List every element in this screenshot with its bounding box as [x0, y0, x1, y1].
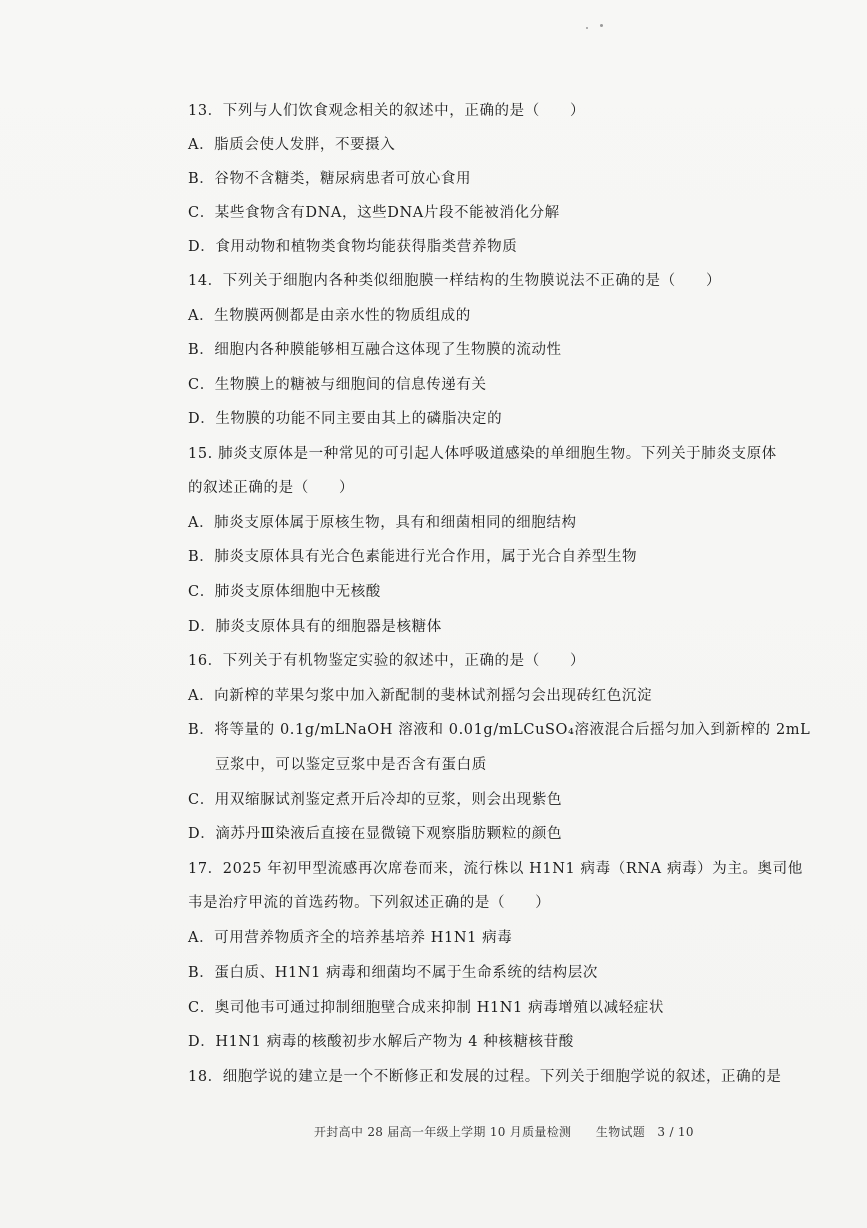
- question-14-option-b: B．细胞内各种膜能够相互融合这体现了生物膜的流动性: [188, 342, 562, 358]
- scan-speck: [600, 24, 603, 27]
- question-14-option-d: D．生物膜的功能不同主要由其上的磷脂决定的: [188, 411, 503, 427]
- question-16-option-b: B．将等量的 0.1g/mLNaOH 溶液和 0.01g/mLCuSO₄溶液混合后摇匀加入到新榨的 2mL: [188, 722, 811, 738]
- question-16-stem: 16．下列关于有机物鉴定实验的叙述中，正确的是（ ）: [188, 653, 586, 669]
- question-16-option-a: A．向新榨的苹果匀浆中加入新配制的斐林试剂摇匀会出现砖红色沉淀: [188, 688, 653, 704]
- question-17-option-d: D．H1N1 病毒的核酸初步水解后产物为 4 种核糖核苷酸: [188, 1034, 574, 1050]
- question-14-option-a: A．生物膜两侧都是由亲水性的物质组成的: [188, 308, 471, 324]
- question-13-option-c: C．某些食物含有DNA，这些DNA片段不能被消化分解: [188, 205, 560, 221]
- question-13-stem: 13．下列与人们饮食观念相关的叙述中，正确的是（ ）: [188, 103, 586, 119]
- question-15-stem: 15. 肺炎支原体是一种常见的可引起人体呼吸道感染的单细胞生物。下列关于肺炎支原体: [188, 446, 777, 462]
- question-16-option-c: C．用双缩脲试剂鉴定煮开后冷却的豆浆，则会出现紫色: [188, 792, 563, 808]
- question-17-stem-cont: 韦是治疗甲流的首选药物。下列叙述正确的是（ ）: [188, 895, 551, 911]
- question-17-stem: 17．2025 年初甲型流感再次席卷而来，流行株以 H1N1 病毒（RNA 病毒）为主。奥司他: [188, 861, 803, 877]
- question-15-stem-cont: 的叙述正确的是（ ）: [188, 480, 355, 496]
- question-16-option-b-cont: 豆浆中，可以鉴定豆浆中是否含有蛋白质: [215, 757, 487, 773]
- question-13-option-d: D．食用动物和植物类食物均能获得脂类营养物质: [188, 239, 518, 255]
- scan-speck: [586, 27, 588, 29]
- question-14-stem: 14．下列关于细胞内各种类似细胞膜一样结构的生物膜说法不正确的是（ ）: [188, 273, 722, 289]
- question-15-option-a: A．肺炎支原体属于原核生物，具有和细菌相同的细胞结构: [188, 515, 577, 531]
- question-17-option-c: C．奥司他韦可通过抑制细胞壁合成来抑制 H1N1 病毒增殖以减轻症状: [188, 1000, 664, 1016]
- question-15-option-b: B．肺炎支原体具有光合色素能进行光合作用，属于光合自养型生物: [188, 549, 638, 565]
- question-15-option-c: C．肺炎支原体细胞中无核酸: [188, 584, 381, 600]
- question-17-option-a: A．可用营养物质齐全的培养基培养 H1N1 病毒: [188, 930, 513, 946]
- question-14-option-c: C．生物膜上的糖被与细胞间的信息传递有关: [188, 377, 487, 393]
- question-18-stem: 18．细胞学说的建立是一个不断修正和发展的过程。下列关于细胞学说的叙述，正确的是: [188, 1069, 782, 1085]
- page-footer: 开封高中 28 届高一年级上学期 10 月质量检测 生物试题 3 / 10: [314, 1125, 694, 1139]
- question-13-option-a: A．脂质会使人发胖，不要摄入: [188, 137, 396, 153]
- question-15-option-d: D．肺炎支原体具有的细胞器是核糖体: [188, 619, 442, 635]
- question-17-option-b: B．蛋白质、H1N1 病毒和细菌均不属于生命系统的结构层次: [188, 965, 598, 981]
- question-16-option-d: D．滴苏丹Ⅲ染液后直接在显微镜下观察脂肪颗粒的颜色: [188, 826, 563, 842]
- question-13-option-b: B．谷物不含糖类，糖尿病患者可放心食用: [188, 171, 472, 187]
